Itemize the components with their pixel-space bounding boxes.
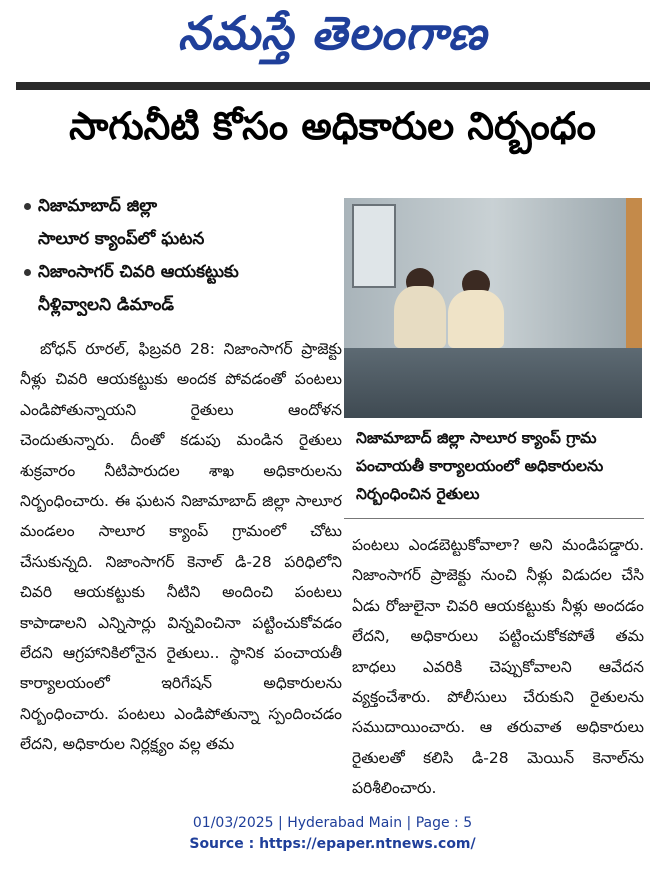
body-paragraph: పంటలు ఎండబెట్టుకోవాలా? అని మండిపడ్డారు. నిజాంసాగర్ ప్రాజెక్టు నుంచి నీళ్లు విడుదల చేసి ఏడు రోజులైనా చివరి ఆయకట్టుకు నీళ్లు అందడం లేదని, అధికారులు పట్టించుకోకపోతే తమ బాధలు ఎవరికి చెప్పుకోవాలని ఆవేదన వ్యక్తంచేశారు. పోలీసులు చేరుకుని రైతులను సముదాయించారు. ఆ తరువాత అధికారులు రైతులతో కలిసి డి-28 మెయిన్ కెనాల్‌ను పరిశీలించారు. — [352, 536, 644, 798]
edition-info: 01/03/2025 | Hyderabad Main | Page : 5 — [192, 815, 473, 831]
article-photo — [344, 198, 642, 418]
highlight-line: సాలూర క్యాంప్‌లో ఘటన — [38, 229, 205, 249]
highlight-line: నీళ్లివ్వాలని డిమాండ్ — [38, 295, 174, 315]
article-highlights — [24, 190, 344, 322]
masthead-title: నమస్తే తెలంగాణ — [177, 6, 488, 60]
photo-caption: నిజామాబాద్ జిల్లా సాలూర క్యాంప్ గ్రామ పంచాయతీ కార్యాలయంలో అధికారులను నిర్బంధించిన రైతులు — [356, 429, 604, 503]
masthead-divider — [16, 82, 650, 90]
highlight-line: నిజాంసాగర్ చివరి ఆయకట్టుకు — [38, 262, 239, 282]
body-paragraph: బోధన్ రూరల్, ఫిబ్రవరి 28: నిజాంసాగర్ ప్రాజెక్టు నీళ్లు చివరి ఆయకట్టుకు అందక పోవడంతో పంటలు ఎండిపోతున్నాయని రైతులు ఆందోళన చెందుతున్నారు. దీంతో కడుపు మండిన రైతులు శుక్రవారం నీటిపారుదల శాఖ అధికారులను నిర్బంధించారు. ఈ ఘటన నిజామాబాద్ జిల్లా సాలూర మండలం సాలూర క్యాంప్ గ్రామంలో చోటు చేసుకున్నది. నిజాంసాగర్ కెనాల్ డి-28 పరిధిలోని చివరి ఆయకట్టుకు నీటిని అందించి పంటలు కాపాడాలని ఎన్నిసార్లు విన్నవించినా పట్టించుకోవడం లేదని ఆగ్రహానికిలోనైన రైతులు.. స్థానిక పంచాయతీ కార్యాలయంలో ఇరిగేషన్ అధికారులను నిర్బంధించారు. పంటలు ఎండిపోతున్నా స్పందించడం లేదని, అధికారుల నిర్లక్ష్యం వల్ల తమ — [20, 340, 342, 754]
article-headline: సాగునీటి కోసం అధికారుల నిర్బంధం — [69, 104, 596, 148]
caption-divider — [344, 518, 644, 519]
source-link[interactable]: Source : https://epaper.ntnews.com/ — [189, 836, 476, 852]
highlight-line: నిజామాబాద్ జిల్లా — [38, 196, 158, 216]
highlight-item — [24, 256, 344, 289]
bullet-icon — [24, 269, 31, 276]
article-body-right — [352, 530, 644, 804]
article-body-left — [20, 334, 342, 760]
highlight-item — [24, 190, 344, 223]
bullet-icon — [24, 203, 31, 210]
